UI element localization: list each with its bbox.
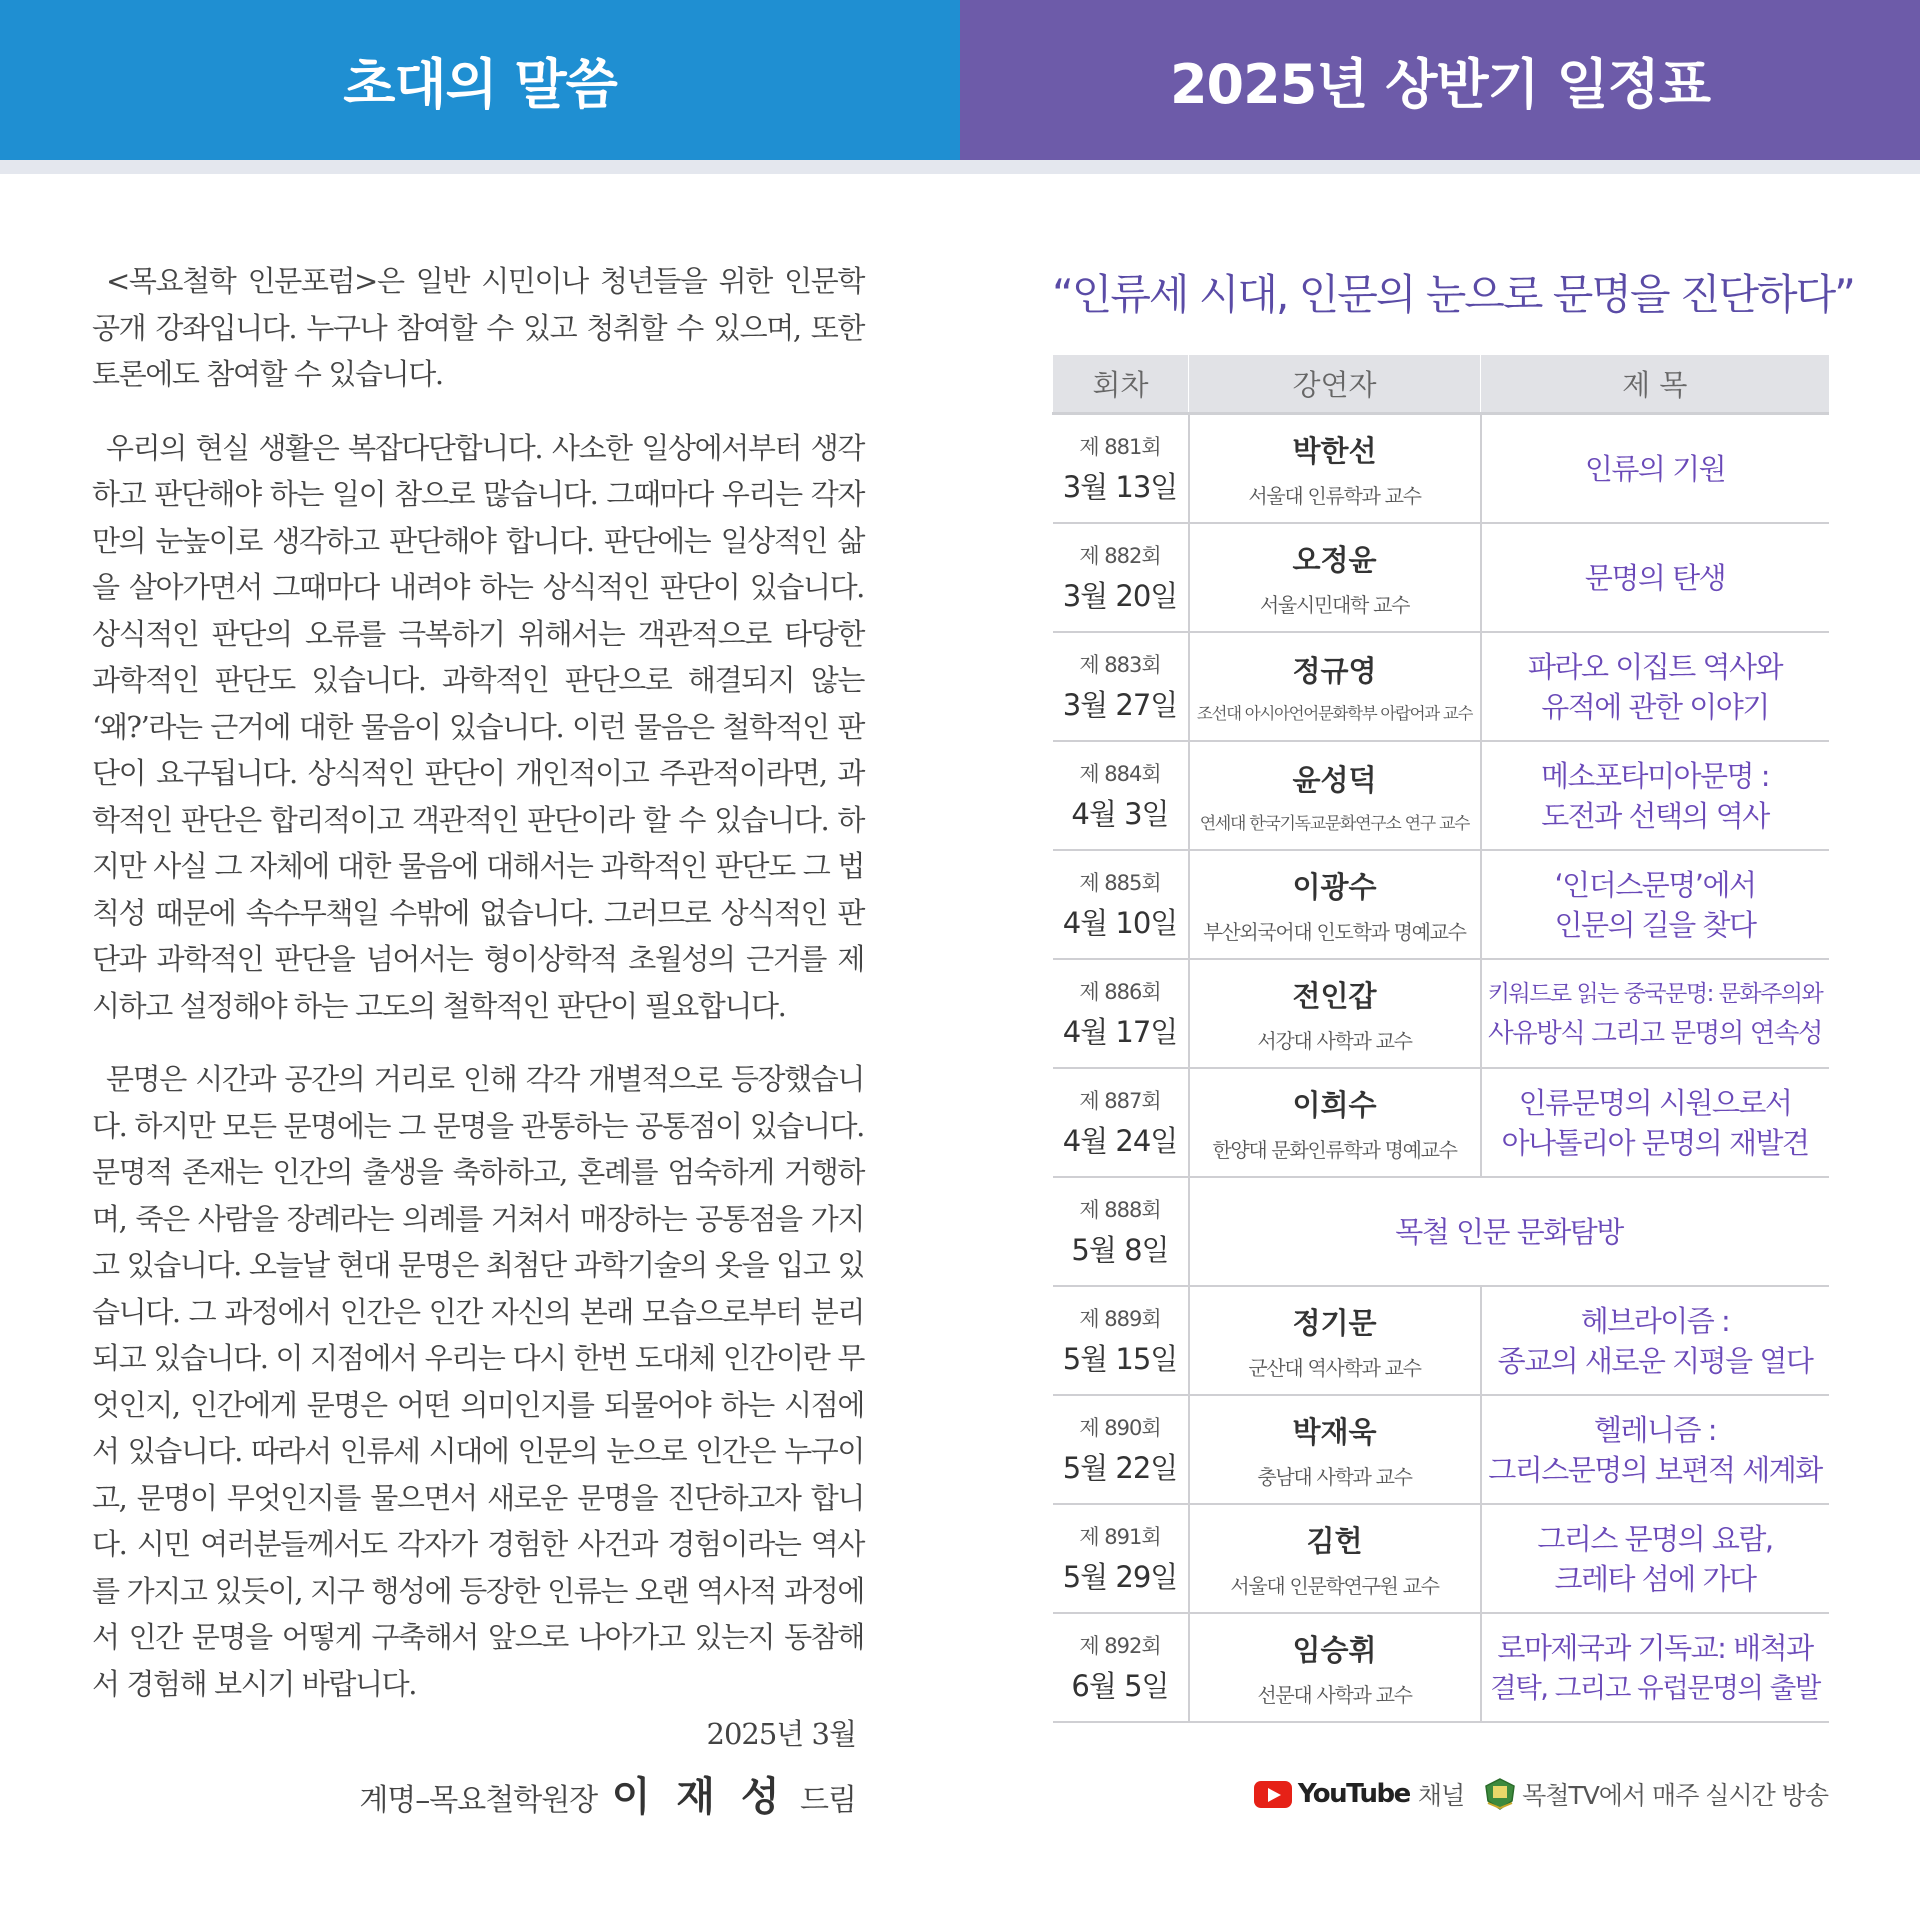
session-cell bbox=[1053, 1395, 1189, 1504]
table-row bbox=[1053, 414, 1829, 524]
session-date: 4월 3일 bbox=[1071, 797, 1169, 831]
session-cell bbox=[1053, 741, 1189, 850]
speaker-affiliation: 연세대 한국기독교문화연구소 연구 교수 bbox=[1199, 813, 1470, 834]
lecture-title-cell bbox=[1481, 632, 1829, 741]
speaker-affiliation: 부산외국어대 인도학과 명예교수 bbox=[1203, 919, 1466, 944]
session-cell bbox=[1053, 414, 1189, 524]
speaker-cell bbox=[1189, 1395, 1481, 1504]
lecture-title-line: 메소포타미아문명 : bbox=[1540, 758, 1770, 793]
invitation-header bbox=[0, 0, 960, 160]
lecture-title-cell bbox=[1481, 1504, 1829, 1613]
table-row bbox=[1053, 741, 1829, 850]
session-cell bbox=[1053, 1613, 1189, 1722]
lecture-title-cell bbox=[1481, 1395, 1829, 1504]
table-row bbox=[1053, 632, 1829, 741]
table-row bbox=[1053, 523, 1829, 632]
table-row bbox=[1053, 850, 1829, 959]
speaker-cell bbox=[1189, 959, 1481, 1068]
speaker-name: 김헌 bbox=[1306, 1523, 1363, 1558]
speaker-name: 임승휘 bbox=[1292, 1632, 1377, 1667]
session-date: 3월 20일 bbox=[1062, 579, 1178, 613]
speaker-affiliation: 서강대 사학과 교수 bbox=[1257, 1028, 1412, 1053]
event-title: 목철 인문 문화탐방 bbox=[1395, 1214, 1623, 1249]
speaker-cell bbox=[1189, 1613, 1481, 1722]
letter-paragraph: 문명은 시간과 공간의 거리로 인해 각각 개별적으로 등장했습니다. 하지만 모든 문명에는 그 문명을 관통하는 공통점이 있습니다. 문명적 존재는 인간의 출생을 축하하고, 혼례를 엄숙하게 거행하며, 죽은 사람을 장례라는 의례를 거쳐서 매장하는 공통점을 가지고 있습니다. 오늘날 현대 문명은 최첨단 과학기술의 옷을 입고 있습니다. 그 과정에서 인간은 인간 자신의 본래 모습으로부터 분리되고 있습니다. 이 지점에서 우리는 다시 한번 도대체 인간이란 무엇인지, 인간에게 문명은 어떤 의미인지를 되물어야 하는 시점에 서 있습니다. 따라서 인류세 시대에 인문의 눈으로 인간은 누구이고, 문명이 무엇인지를 물으면서 새로운 문명을 진단하고자 합니다. 시민 여러분들께서도 각자가 경험한 사건과 경험이라는 역사를 가지고 있듯이, 지구 행성에 등장한 인류는 오랜 역사적 과정에서 인간 문명을 어떻게 구축해서 앞으로 나아가고 있는지 동참해서 경험해 보시기 바랍니다. bbox=[92, 1062, 864, 1701]
table-row bbox=[1053, 1395, 1829, 1504]
session-cell bbox=[1053, 632, 1189, 741]
speaker-cell bbox=[1189, 1504, 1481, 1613]
speaker-name: 이희수 bbox=[1292, 1087, 1377, 1122]
session-date: 3월 27일 bbox=[1062, 688, 1178, 722]
column-header-session: 회차 bbox=[1053, 355, 1189, 414]
session-cell bbox=[1053, 1286, 1189, 1395]
speaker-affiliation: 조선대 아시아언어문화학부 아랍어과 교수 bbox=[1196, 704, 1473, 723]
lecture-title-cell bbox=[1481, 741, 1829, 850]
youtube-wordmark: YouTube bbox=[1297, 1779, 1410, 1809]
speaker-cell bbox=[1189, 850, 1481, 959]
lecture-title-line: 인류의 기원 bbox=[1584, 451, 1726, 486]
signature-prefix: 계명–목요철학원장 bbox=[359, 1783, 598, 1818]
lecture-title-line: 아나톨리아 문명의 재발견 bbox=[1501, 1125, 1809, 1160]
lecture-title-line: 종교의 새로운 지평을 열다 bbox=[1497, 1343, 1813, 1378]
broadcast-footer bbox=[1254, 1776, 1828, 1812]
letter-paragraph: 우리의 현실 생활은 복잡다단합니다. 사소한 일상에서부터 생각하고 판단해야 하는 일이 참으로 많습니다. 그때마다 우리는 각자만의 눈높이로 생각하고 판단해야 합니다. 판단에는 일상적인 삶을 살아가면서 그때마다 내려야 하는 상식적인 판단이 있습니다. 상식적인 판단의 오류를 극복하기 위해서는 객관적으로 타당한 과학적인 판단도 있습니다. 과학적인 판단으로 해결되지 않는 ‘왜?’라는 근거에 대한 물음이 있습니다. 이런 물음은 철학적인 판단이 요구됩니다. 상식적인 판단이 개인적이고 주관적이라면, 과학적인 판단은 합리적이고 객관적인 판단이라 할 수 있습니다. 하지만 사실 그 자체에 대한 물음에 대해서는 과학적인 판단도 그 법칙성 때문에 속수무책일 수밖에 없습니다. 그러므로 상식적인 판단과 과학적인 판단을 넘어서는 형이상학적 초월성의 근거를 제시하고 설정해야 하는 고도의 철학적인 판단이 필요합니다. bbox=[92, 430, 864, 1023]
speaker-name: 이광수 bbox=[1292, 869, 1377, 904]
lecture-title-line: ‘인더스문명’에서 bbox=[1554, 867, 1756, 902]
lecture-title-cell bbox=[1481, 1286, 1829, 1395]
speaker-affiliation: 한양대 문화인류학과 명예교수 bbox=[1212, 1137, 1457, 1162]
table-row bbox=[1053, 1504, 1829, 1613]
speaker-affiliation: 서울시민대학 교수 bbox=[1259, 592, 1410, 617]
lecture-title-cell bbox=[1481, 850, 1829, 959]
youtube-play-icon bbox=[1254, 1781, 1292, 1808]
session-date: 5월 22일 bbox=[1062, 1451, 1178, 1485]
session-date: 6월 5일 bbox=[1071, 1669, 1169, 1703]
lecture-title-line: 크레타 섬에 가다 bbox=[1554, 1561, 1756, 1596]
letter-date: 2025년 3월 bbox=[706, 1717, 856, 1751]
session-number: 제 883회 bbox=[1079, 653, 1161, 677]
session-number: 제 884회 bbox=[1079, 762, 1161, 786]
session-number: 제 887회 bbox=[1079, 1089, 1161, 1113]
speaker-name: 정규영 bbox=[1292, 654, 1377, 688]
lecture-title-line: 결탁, 그리고 유럽문명의 출발 bbox=[1490, 1671, 1820, 1704]
session-date: 4월 17일 bbox=[1062, 1015, 1178, 1049]
table-row bbox=[1053, 1068, 1829, 1177]
session-number: 제 889회 bbox=[1079, 1307, 1161, 1331]
speaker-affiliation: 군산대 역사학과 교수 bbox=[1248, 1355, 1421, 1380]
session-date: 5월 29일 bbox=[1062, 1560, 1178, 1594]
session-cell bbox=[1053, 1504, 1189, 1613]
lecture-title-cell bbox=[1481, 523, 1829, 632]
lecture-title-cell bbox=[1481, 1068, 1829, 1177]
speaker-cell bbox=[1189, 1068, 1481, 1177]
lecture-title-line: 파라오 이집트 역사와 bbox=[1527, 649, 1783, 684]
lecture-title-line: 유적에 관한 이야기 bbox=[1541, 689, 1769, 724]
lecture-title-line: 헬레니즘 : bbox=[1593, 1412, 1717, 1447]
speaker-name: 오정윤 bbox=[1292, 542, 1377, 577]
lecture-title-cell bbox=[1481, 959, 1829, 1068]
speaker-name: 정기문 bbox=[1292, 1305, 1377, 1340]
lecture-title-line: 도전과 선택의 역사 bbox=[1541, 798, 1769, 833]
speaker-name: 박한선 bbox=[1292, 433, 1377, 468]
session-cell bbox=[1053, 850, 1189, 959]
session-date: 5월 15일 bbox=[1062, 1342, 1178, 1376]
session-cell bbox=[1053, 959, 1189, 1068]
signature-name: 이 재 성 bbox=[611, 1773, 786, 1820]
session-date: 5월 8일 bbox=[1071, 1233, 1169, 1267]
channel-label: 채널 bbox=[1417, 1781, 1465, 1810]
session-cell bbox=[1053, 1177, 1189, 1286]
column-header-speaker: 강연자 bbox=[1189, 355, 1481, 414]
table-row bbox=[1053, 1286, 1829, 1395]
schedule-table bbox=[1052, 355, 1829, 1723]
session-number: 제 881회 bbox=[1079, 435, 1161, 459]
invitation-letter bbox=[92, 258, 864, 1734]
header-divider bbox=[0, 160, 1920, 174]
session-number: 제 886회 bbox=[1079, 980, 1161, 1004]
schedule-header bbox=[960, 0, 1920, 160]
schedule-title: 2025년 상반기 일정표 bbox=[1169, 52, 1711, 116]
letter-paragraph: <목요철학 인문포럼>은 일반 시민이나 청년들을 위한 인문학 공개 강좌입니다. 누구나 참여할 수 있고 청취할 수 있으며, 또한 토론에도 참여할 수 있습니다. bbox=[92, 264, 864, 391]
lecture-title-line: 그리스문명의 보편적 세계화 bbox=[1488, 1452, 1822, 1487]
speaker-affiliation: 선문대 사학과 교수 bbox=[1257, 1682, 1412, 1707]
speaker-name: 윤성덕 bbox=[1292, 762, 1377, 797]
lecture-title-cell bbox=[1481, 1613, 1829, 1722]
speaker-cell bbox=[1189, 414, 1481, 524]
speaker-cell bbox=[1189, 632, 1481, 741]
letter-signature bbox=[359, 1765, 856, 1822]
session-number: 제 892회 bbox=[1079, 1634, 1161, 1658]
session-cell bbox=[1053, 523, 1189, 632]
speaker-cell bbox=[1189, 523, 1481, 632]
session-number: 제 891회 bbox=[1079, 1525, 1161, 1549]
session-number: 제 882회 bbox=[1079, 544, 1161, 568]
table-row bbox=[1053, 959, 1829, 1068]
speaker-cell bbox=[1189, 741, 1481, 850]
schedule-rows bbox=[1053, 414, 1829, 1723]
speaker-cell bbox=[1189, 1286, 1481, 1395]
lecture-title-line: 로마제국과 기독교: 배척과 bbox=[1497, 1630, 1813, 1665]
lecture-title-line: 헤브라이즘 : bbox=[1580, 1303, 1730, 1338]
mokcheol-emblem-icon bbox=[1482, 1777, 1518, 1811]
lecture-title-line: 인류문명의 시원으로서 bbox=[1518, 1085, 1792, 1120]
session-date: 4월 10일 bbox=[1062, 906, 1178, 940]
broadcast-text: 목철TV에서 매주 실시간 방송 bbox=[1522, 1781, 1828, 1810]
session-date: 3월 13일 bbox=[1062, 470, 1178, 504]
speaker-affiliation: 서울대 인문학연구원 교수 bbox=[1230, 1573, 1439, 1598]
table-row bbox=[1053, 1177, 1829, 1286]
session-date: 4월 24일 bbox=[1062, 1124, 1178, 1158]
schedule-subtitle: “인류세 시대, 인문의 눈으로 문명을 진단하다” bbox=[1052, 270, 1854, 319]
lecture-title-line: 키워드로 읽는 중국문명: 문화주의와 bbox=[1487, 980, 1823, 1007]
speaker-affiliation: 서울대 인류학과 교수 bbox=[1248, 483, 1421, 508]
lecture-title-line: 문명의 탄생 bbox=[1584, 560, 1726, 595]
merged-event-cell bbox=[1189, 1177, 1829, 1286]
speaker-name: 박재욱 bbox=[1292, 1414, 1377, 1449]
session-number: 제 888회 bbox=[1079, 1198, 1161, 1222]
lecture-title-line: 그리스 문명의 요람, bbox=[1537, 1521, 1773, 1556]
signature-suffix: 드림 bbox=[800, 1783, 856, 1818]
session-cell bbox=[1053, 1068, 1189, 1177]
invitation-title: 초대의 말씀 bbox=[343, 52, 617, 116]
speaker-affiliation: 충남대 사학과 교수 bbox=[1257, 1464, 1412, 1489]
lecture-title-line: 인문의 길을 찾다 bbox=[1554, 907, 1756, 942]
column-header-title: 제 목 bbox=[1481, 355, 1829, 414]
session-number: 제 885회 bbox=[1079, 871, 1161, 895]
lecture-title-cell bbox=[1481, 414, 1829, 524]
lecture-title-line: 사유방식 그리고 문명의 연속성 bbox=[1487, 1017, 1823, 1049]
session-number: 제 890회 bbox=[1079, 1416, 1161, 1440]
speaker-name: 전인갑 bbox=[1292, 978, 1377, 1013]
table-header-row bbox=[1053, 355, 1829, 414]
table-row bbox=[1053, 1613, 1829, 1722]
